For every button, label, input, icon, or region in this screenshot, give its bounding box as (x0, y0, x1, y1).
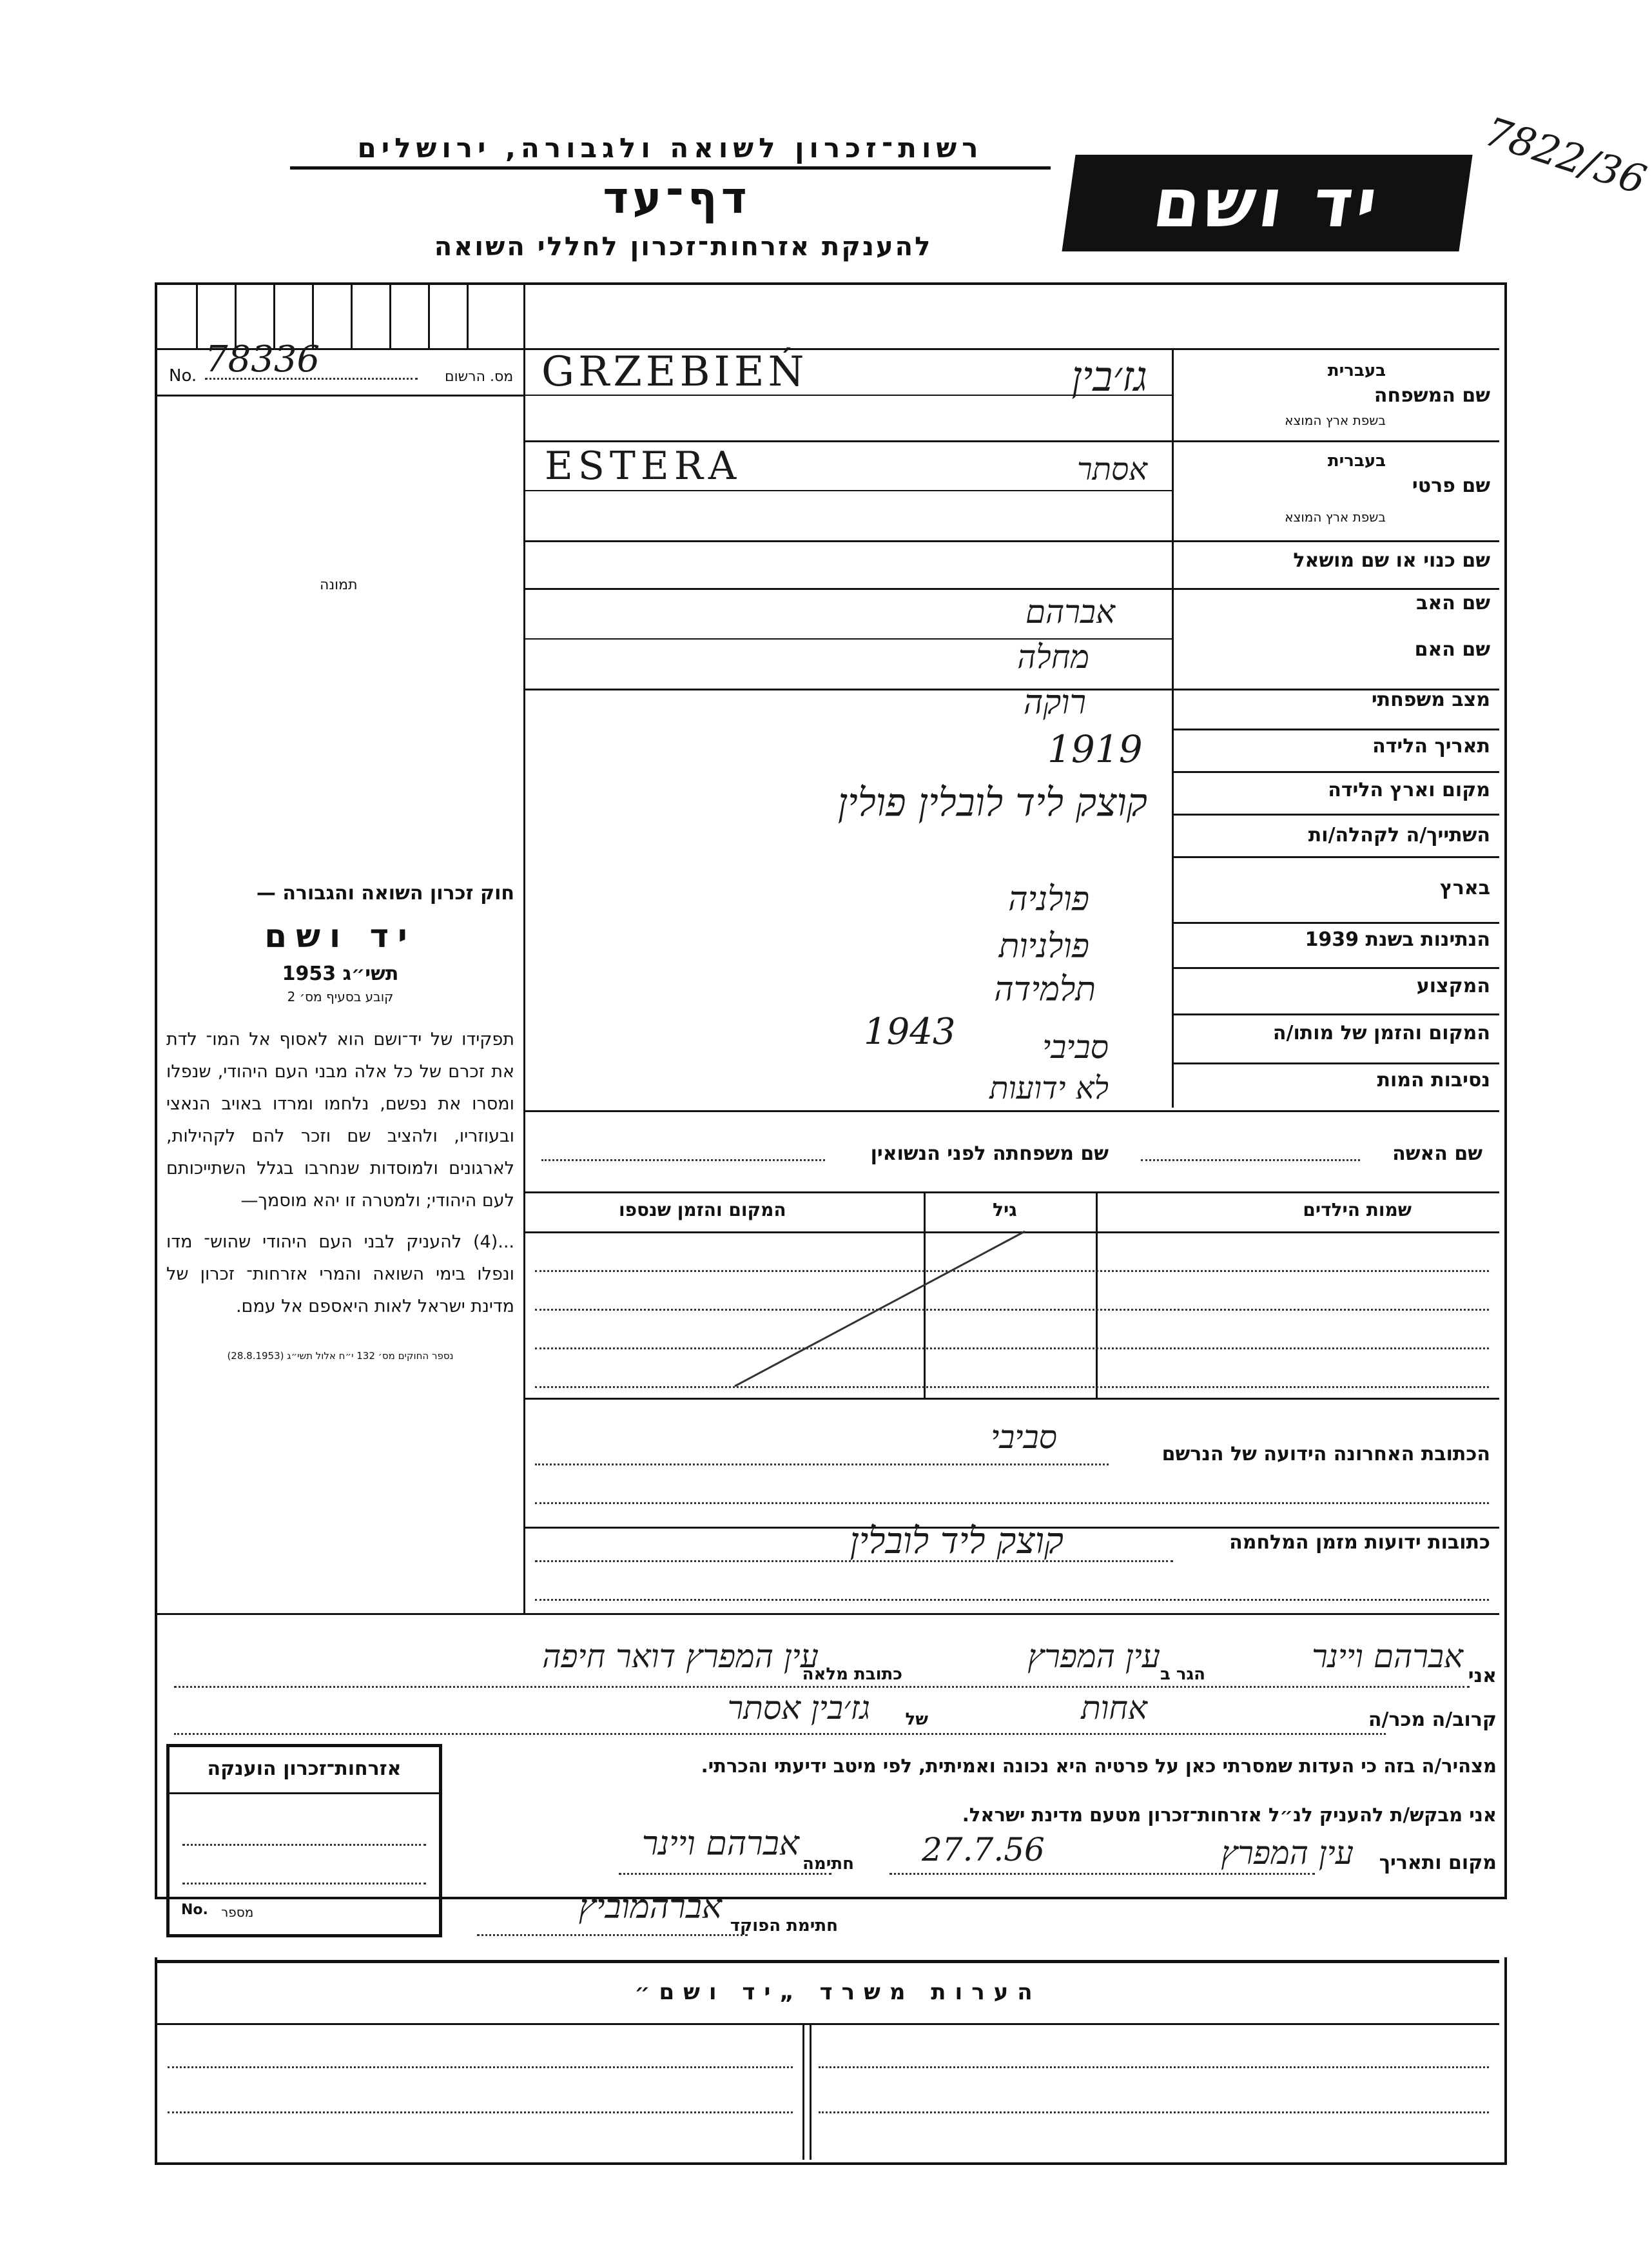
last-address-label: הכתובת האחרונה הידועה של הנרשם (1161, 1443, 1490, 1465)
authority-line: רשות־זכרון לשואה ולגבורה, ירושלים (290, 132, 1051, 170)
mother-label: שם האם (1414, 638, 1490, 661)
children-place-header: המקום והזמן שנספו (619, 1199, 786, 1220)
yad-vashem-logo: יד ושם (1062, 155, 1472, 251)
registration-label: מס. הרשום (445, 369, 514, 385)
community-label: השתייך/ה לקהלה/ות (1308, 824, 1490, 847)
father-value: אברהם (1025, 593, 1115, 631)
family-name-hebrew: גז׳בין (1071, 353, 1147, 401)
declarant-resides-value: עין המפרץ (1027, 1638, 1160, 1675)
wartime-address-value: קוצק ליד לובלין (850, 1520, 1064, 1562)
birth-place-value: קוצק ליד לובלין פולין (837, 780, 1147, 825)
registration-no-label: No. (169, 366, 197, 386)
birth-date-label: תאריך הלידה (1372, 735, 1490, 758)
first-name-sub-hebrew: בעברית (1327, 451, 1386, 471)
mother-value: מחלה (1017, 638, 1089, 676)
first-name-hebrew: אסתר (1077, 451, 1147, 487)
first-name-sub-local: בשפת ארץ המוצא (1285, 509, 1386, 525)
law-text-1: תפקידו של יד־ושם הוא לאסוף אל המו־ לדת את זכרם של כל אלה מבני העם היהודי, שנפלו ומסרו את נפשם, נלחמו ומרדו באויב הנאצי ובעוזריו, ולהציב שם וזכר להם לקהילות, לארגונים ולמוסדות שנחרבו בגלל השתייכותם לעם היהודי; ולמטרה זו יהא מוסמך— (166, 1030, 514, 1211)
office-notes-title: הערות משרד „יד ושם״ (634, 1979, 1042, 2005)
father-label: שם האב (1416, 592, 1490, 614)
declarant-name: אברהם ויינר (1312, 1638, 1463, 1675)
law-year: תשי״ג 1953 (282, 963, 399, 985)
spouse-maiden-label: שם משפחתה לפני הנשואין (870, 1142, 1109, 1165)
left-column-divider (523, 285, 525, 1613)
marital-value: רוקה (1023, 683, 1086, 722)
last-address-value: סביבי (991, 1418, 1057, 1456)
date-value: 27.7.56 (922, 1831, 1045, 1868)
wartime-address-label: כתובות ידועות מזמן המלחמה (1229, 1531, 1490, 1554)
officer-signature: אברהמוביץ (578, 1888, 722, 1926)
circumstances-value: לא ידועות (989, 1070, 1109, 1106)
registration-number: 78336 (205, 342, 418, 380)
citizenship-value: פולניות (998, 927, 1089, 966)
death-place: סביבי (1042, 1028, 1109, 1066)
request-text: אני מבקש/ת להעניק לנ״ל אזרחות־זכרון מטעם מדינת ישראל. (962, 1804, 1497, 1826)
children-names-header: שמות הילדים (1303, 1199, 1412, 1220)
place-value: עין המפרץ (1221, 1834, 1354, 1872)
country-label: בארץ (1439, 877, 1490, 899)
officer-signature-label: חתימת הפוקד (730, 1916, 838, 1935)
photo-label: תמונה (320, 577, 358, 593)
nickname-label: שם כנוי או שם מושאל (1293, 549, 1490, 572)
circumstances-label: נסיבות המות (1377, 1069, 1490, 1091)
family-name-sub-hebrew: בעברית (1327, 361, 1386, 380)
spouse-label: שם האשה (1392, 1142, 1482, 1165)
citizenship-granted-box (166, 1744, 442, 1937)
family-name-latin: GRZEBIEŃ (541, 348, 808, 396)
birth-date-value: 1919 (1047, 727, 1143, 771)
family-name-label: שם המשפחה (1374, 384, 1490, 407)
law-heading: חוק זכרון השואה והגבורה — (256, 882, 514, 905)
death-label: המקום והזמן של מותו/ה (1272, 1022, 1490, 1044)
marital-label: מצב משפחתי (1371, 689, 1490, 711)
relation-label: קרוב/ה מכר/ה (1368, 1708, 1497, 1731)
citizenship-box-title: אזרחות־זכרון הוענקה (207, 1757, 402, 1780)
country-value: פולניה (1008, 880, 1089, 919)
children-strike-line (722, 1225, 1044, 1393)
law-footnote: נספר החוקים מס׳ 132 י״ח אלול תשי״ג (28.8.1953) (227, 1350, 454, 1362)
declarant-full-address-value: עין המפרץ דואר חיפה (542, 1638, 819, 1675)
occupation-value: תלמידה (994, 970, 1096, 1009)
label-column-divider (1172, 348, 1174, 1108)
first-name-latin: ESTERA (545, 444, 742, 489)
archive-number: 7822/36 (1479, 107, 1652, 204)
law-name: יד ושם (264, 917, 416, 955)
declarant-resides-label: הגר ב (1160, 1665, 1205, 1684)
law-clause: קובע בסעיף מס׳ 2 (287, 989, 394, 1004)
office-notes-frame (155, 1957, 1507, 2165)
citizenship-box-no: No. (181, 1902, 208, 1918)
declarant-i-label: אני (1468, 1665, 1497, 1687)
place-date-label: מקום ותאריך (1379, 1852, 1497, 1874)
death-year: 1943 (864, 1011, 956, 1053)
first-name-label: שם פרטי (1412, 475, 1490, 497)
family-name-sub-local: בשפת ארץ המוצא (1285, 413, 1386, 428)
form-title: דף־עד (603, 173, 751, 224)
of-label: של (905, 1710, 928, 1729)
occupation-label: המקצוע (1416, 975, 1490, 997)
form-subtitle: להענקת אזרחות־זכרון לחללי השואה (434, 232, 933, 262)
of-value: גז׳בין אסתר (727, 1689, 870, 1727)
signature-value: אברהם ויינר (641, 1825, 799, 1863)
law-block (166, 882, 514, 1362)
birth-place-label: מקום וארץ הלידה (1328, 779, 1490, 801)
declarant-section-top (157, 1613, 1499, 1615)
signature-label: חתימה (802, 1854, 854, 1874)
citizenship-label: הנתינות בשנת 1939 (1305, 928, 1490, 951)
law-text-2: ...(4) להעניק לבני העם היהודי שהוש־ מדו ונפלו בימי השואה והמרי אזרחות־ זכרון של מדינת ישראל לאות היאספם אל עמם. (166, 1232, 514, 1316)
relation-value: אחות (1081, 1689, 1147, 1727)
children-age-header: גיל (993, 1199, 1017, 1220)
declarant-full-address-label: כתובת מלאה (802, 1665, 902, 1684)
citizenship-box-number-label: מספר (221, 1904, 254, 1920)
declaration-text: מצהיר/ה בזה כי העדות שמסרתי כאן על פרטיה היא נכונה ואמיתית, לפי מיטב ידיעתי והכרתי. (701, 1755, 1497, 1777)
